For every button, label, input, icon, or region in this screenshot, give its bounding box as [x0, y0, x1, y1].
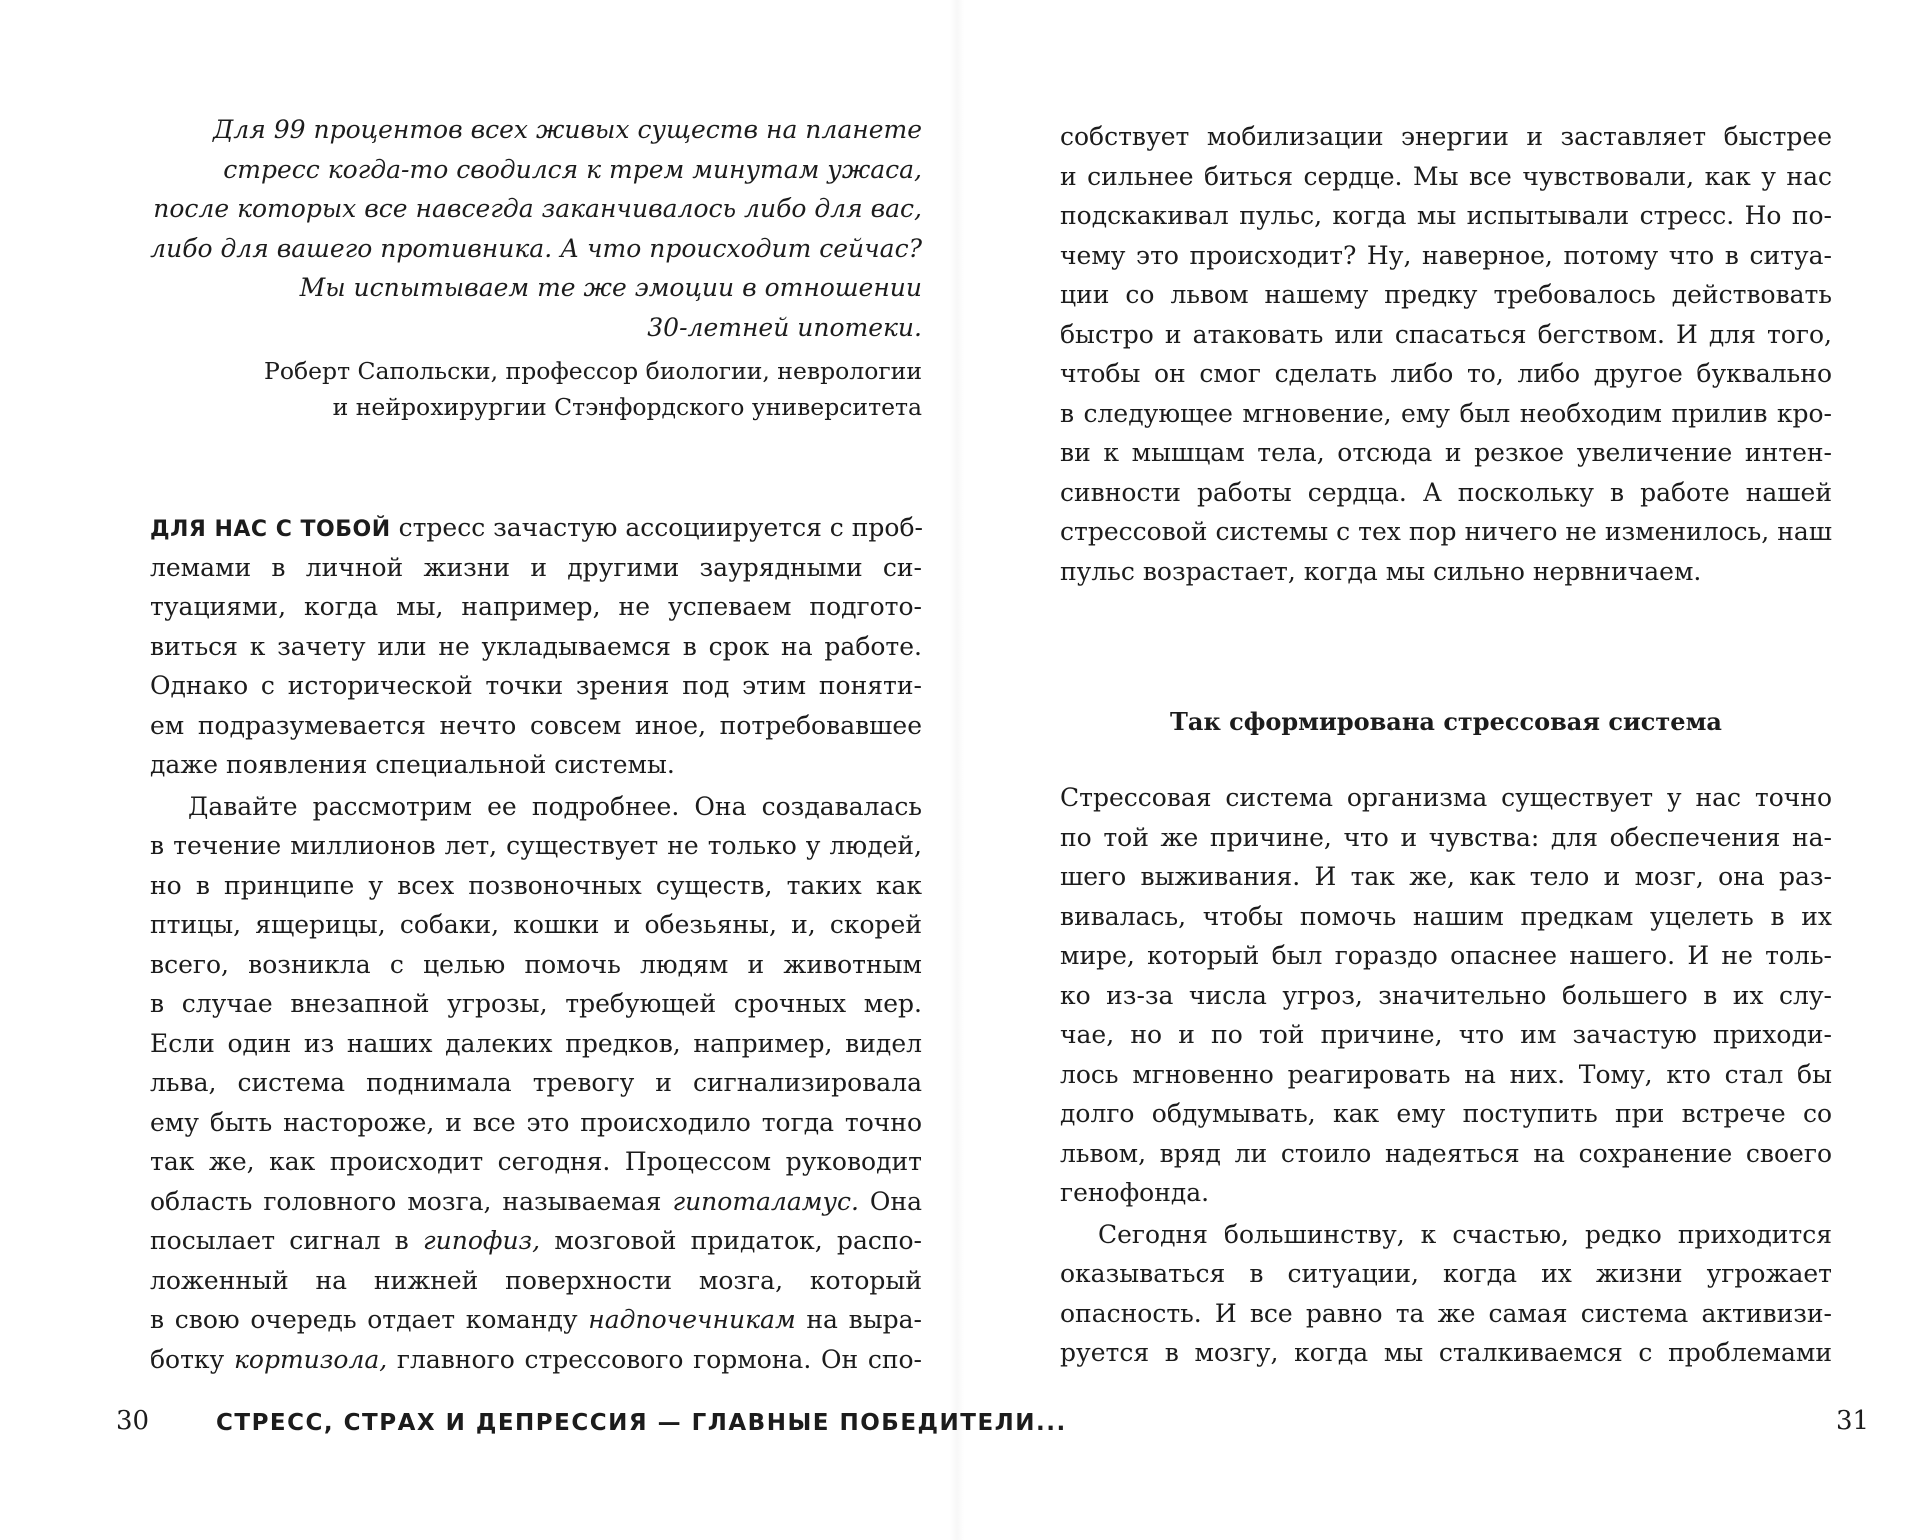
term-hypothalamus: гипоталамус.	[672, 1186, 859, 1216]
paragraph-line: туациями, когда мы, например, не успеваем подгото-	[150, 592, 922, 621]
section-heading: Так сформирована стрессовая система	[1170, 707, 1722, 736]
paragraph-line: чае, но и по той причине, что им зачастую приходи-	[1060, 1020, 1832, 1049]
epigraph	[150, 110, 922, 425]
epigraph-line: после которых все навсегда заканчивалось либо для вас,	[153, 194, 922, 223]
paragraph-line: львом, вряд ли стоило надеяться на сохранение своего	[1060, 1138, 1832, 1168]
paragraph-line: оказываться в ситуации, когда их жизни угрожает	[1060, 1259, 1832, 1288]
paragraph-line: генофонда.	[1060, 1178, 1210, 1207]
epigraph-line: стресс когда-то сводился к трем минутам ужаса,	[223, 154, 922, 184]
paragraph-line: мире, который был гораздо опаснее нашего. И не толь-	[1060, 941, 1832, 970]
line-text: Она	[858, 1186, 923, 1216]
paragraph-line: Если один из наших далеких предков, например, видел	[150, 1028, 922, 1058]
paragraph-line: птицы, ящерицы, собаки, кошки и обезьяны, и, скорей	[150, 910, 922, 939]
paragraph-line: лось мгновенно реагировать на них. Тому, кто стал бы	[1060, 1059, 1832, 1089]
paragraph-line: чтобы он смог сделать либо то, либо другое буквально	[1060, 359, 1832, 388]
paragraph-line: чему это происходит? Ну, наверное, потому что в ситуа-	[1060, 240, 1832, 270]
line-text: на выра-	[795, 1305, 922, 1334]
left-body-text	[150, 508, 922, 1379]
attribution-line: Роберт Сапольски, профессор биологии, неврологии	[264, 357, 922, 385]
epigraph-attribution	[150, 353, 922, 425]
paragraph-line: даже появления специальной системы.	[150, 750, 675, 779]
paragraph-line: руется в мозгу, когда мы сталкиваемся с проблемами	[1060, 1338, 1832, 1367]
paragraph-line: всего, возникла с целью помочь людям и животным	[150, 949, 922, 979]
paragraph-line: ви к мышцам тела, отсюда и резкое увеличение интен-	[1060, 438, 1832, 467]
paragraph-line: шего выживания. И так же, как тело и мозг, она раз-	[1060, 862, 1832, 891]
paragraph-line: ему быть настороже, и все это происходило тогда точно	[150, 1107, 922, 1137]
paragraph-line	[150, 1300, 922, 1340]
page-number-left: 30	[116, 1406, 150, 1436]
paragraph-line: Сегодня большинству, к счастью, редко приходится	[1098, 1219, 1832, 1249]
paragraph-line: в следующее мгновение, ему был необходим прилив кро-	[1060, 398, 1832, 428]
paragraph-line: льва, система поднимала тревогу и сигнализировала	[150, 1068, 922, 1097]
running-head: СТРЕСС, СТРАХ И ДЕПРЕССИЯ — ГЛАВНЫЕ ПОБЕДИТЕЛИ...	[216, 1410, 1067, 1436]
paragraph-line: и сильнее биться сердце. Мы все чувствовали, как у нас	[1060, 161, 1832, 191]
paragraph-line: так же, как происходит сегодня. Процессом руководит	[150, 1147, 922, 1176]
paragraph-line: в случае внезапной угрозы, требующей срочных мер.	[150, 989, 922, 1018]
line-text: мозговой придаток, распо-	[540, 1226, 923, 1255]
epigraph-line: Мы испытываем те же эмоции в отношении	[299, 273, 922, 302]
epigraph-line: Для 99 процентов всех живых существ на планете	[212, 115, 922, 144]
paragraph-line	[150, 1182, 922, 1222]
right-page	[958, 0, 1917, 1540]
paragraph-line: опасность. И все равно та же самая система активизи-	[1060, 1298, 1832, 1328]
right-body-text	[1060, 778, 1832, 1373]
right-intro-text	[1060, 117, 1832, 591]
line-text: главного стрессового гормона. Он спо-	[387, 1344, 922, 1374]
term-adrenals: надпочечникам	[588, 1305, 796, 1334]
paragraph-line: Давайте рассмотрим ее подробнее. Она создавалась	[188, 791, 922, 821]
paragraph-line: ции со львом нашему предку требовалось действовать	[1060, 280, 1832, 309]
line-text: посылает сигнал в	[150, 1226, 423, 1255]
paragraph-line: ложенный на нижней поверхности мозга, который	[150, 1265, 922, 1295]
line-text: ботку	[150, 1344, 234, 1374]
page-number-right: 31	[1836, 1406, 1870, 1436]
paragraph-line: подскакивал пульс, когда мы испытывали стресс. Но по-	[1060, 201, 1832, 230]
paragraph-line: лемами в личной жизни и другими заурядными си-	[150, 552, 922, 582]
line-text: стресс зачастую ассоциируется с проб-	[398, 513, 923, 542]
paragraph-line: ем подразумевается нечто совсем иное, потребовавшее	[150, 710, 922, 740]
paragraph-line: вивалась, чтобы помочь нашим предкам уцелеть в их	[1060, 901, 1832, 931]
paragraph-line: стрессовой системы с тех пор ничего не изменилось, наш	[1060, 517, 1832, 546]
paragraph-line: долго обдумывать, как ему поступить при встрече со	[1060, 1099, 1832, 1128]
term-cortisol: кортизола,	[233, 1344, 388, 1374]
paragraph-line	[150, 508, 922, 548]
line-text: область головного мозга, называемая	[150, 1186, 673, 1216]
epigraph-line: либо для вашего противника. А что происходит сейчас?	[150, 233, 922, 263]
paragraph-line: в течение миллионов лет, существует не только у людей,	[150, 831, 922, 860]
lead-in: ДЛЯ НАС С ТОБОЙ	[150, 517, 391, 542]
paragraph-line: пульс возрастает, когда мы сильно нервничаем.	[1060, 556, 1702, 586]
paragraph-line: по той же причине, что и чувства: для обеспечения на-	[1060, 822, 1832, 852]
paragraph-line: сивности работы сердца. А поскольку в работе нашей	[1060, 477, 1832, 507]
paragraph-line: Однако с исторической точки зрения под этим поняти-	[150, 671, 922, 700]
paragraph-line	[150, 1221, 922, 1261]
attribution-line: и нейрохирургии Стэнфордского университета	[332, 393, 922, 421]
paragraph-line: ко из-за числа угроз, значительно большего в их слу-	[1060, 980, 1832, 1010]
epigraph-line: 30-летней ипотеки.	[647, 312, 922, 342]
line-text: в свою очередь отдает команду	[150, 1305, 589, 1334]
paragraph-line: быстро и атаковать или спасаться бегством. И для того,	[1060, 319, 1832, 349]
paragraph-line	[150, 1340, 922, 1380]
paragraph-line: виться к зачету или не укладываемся в срок на работе.	[150, 631, 922, 661]
term-pituitary: гипофиз,	[422, 1226, 541, 1255]
paragraph-line: собствует мобилизации энергии и заставляет быстрее	[1060, 122, 1832, 151]
paragraph-line: Стрессовая система организма существует у нас точно	[1060, 783, 1832, 812]
paragraph-line: но в принципе у всех позвоночных существ, таких как	[150, 870, 922, 900]
